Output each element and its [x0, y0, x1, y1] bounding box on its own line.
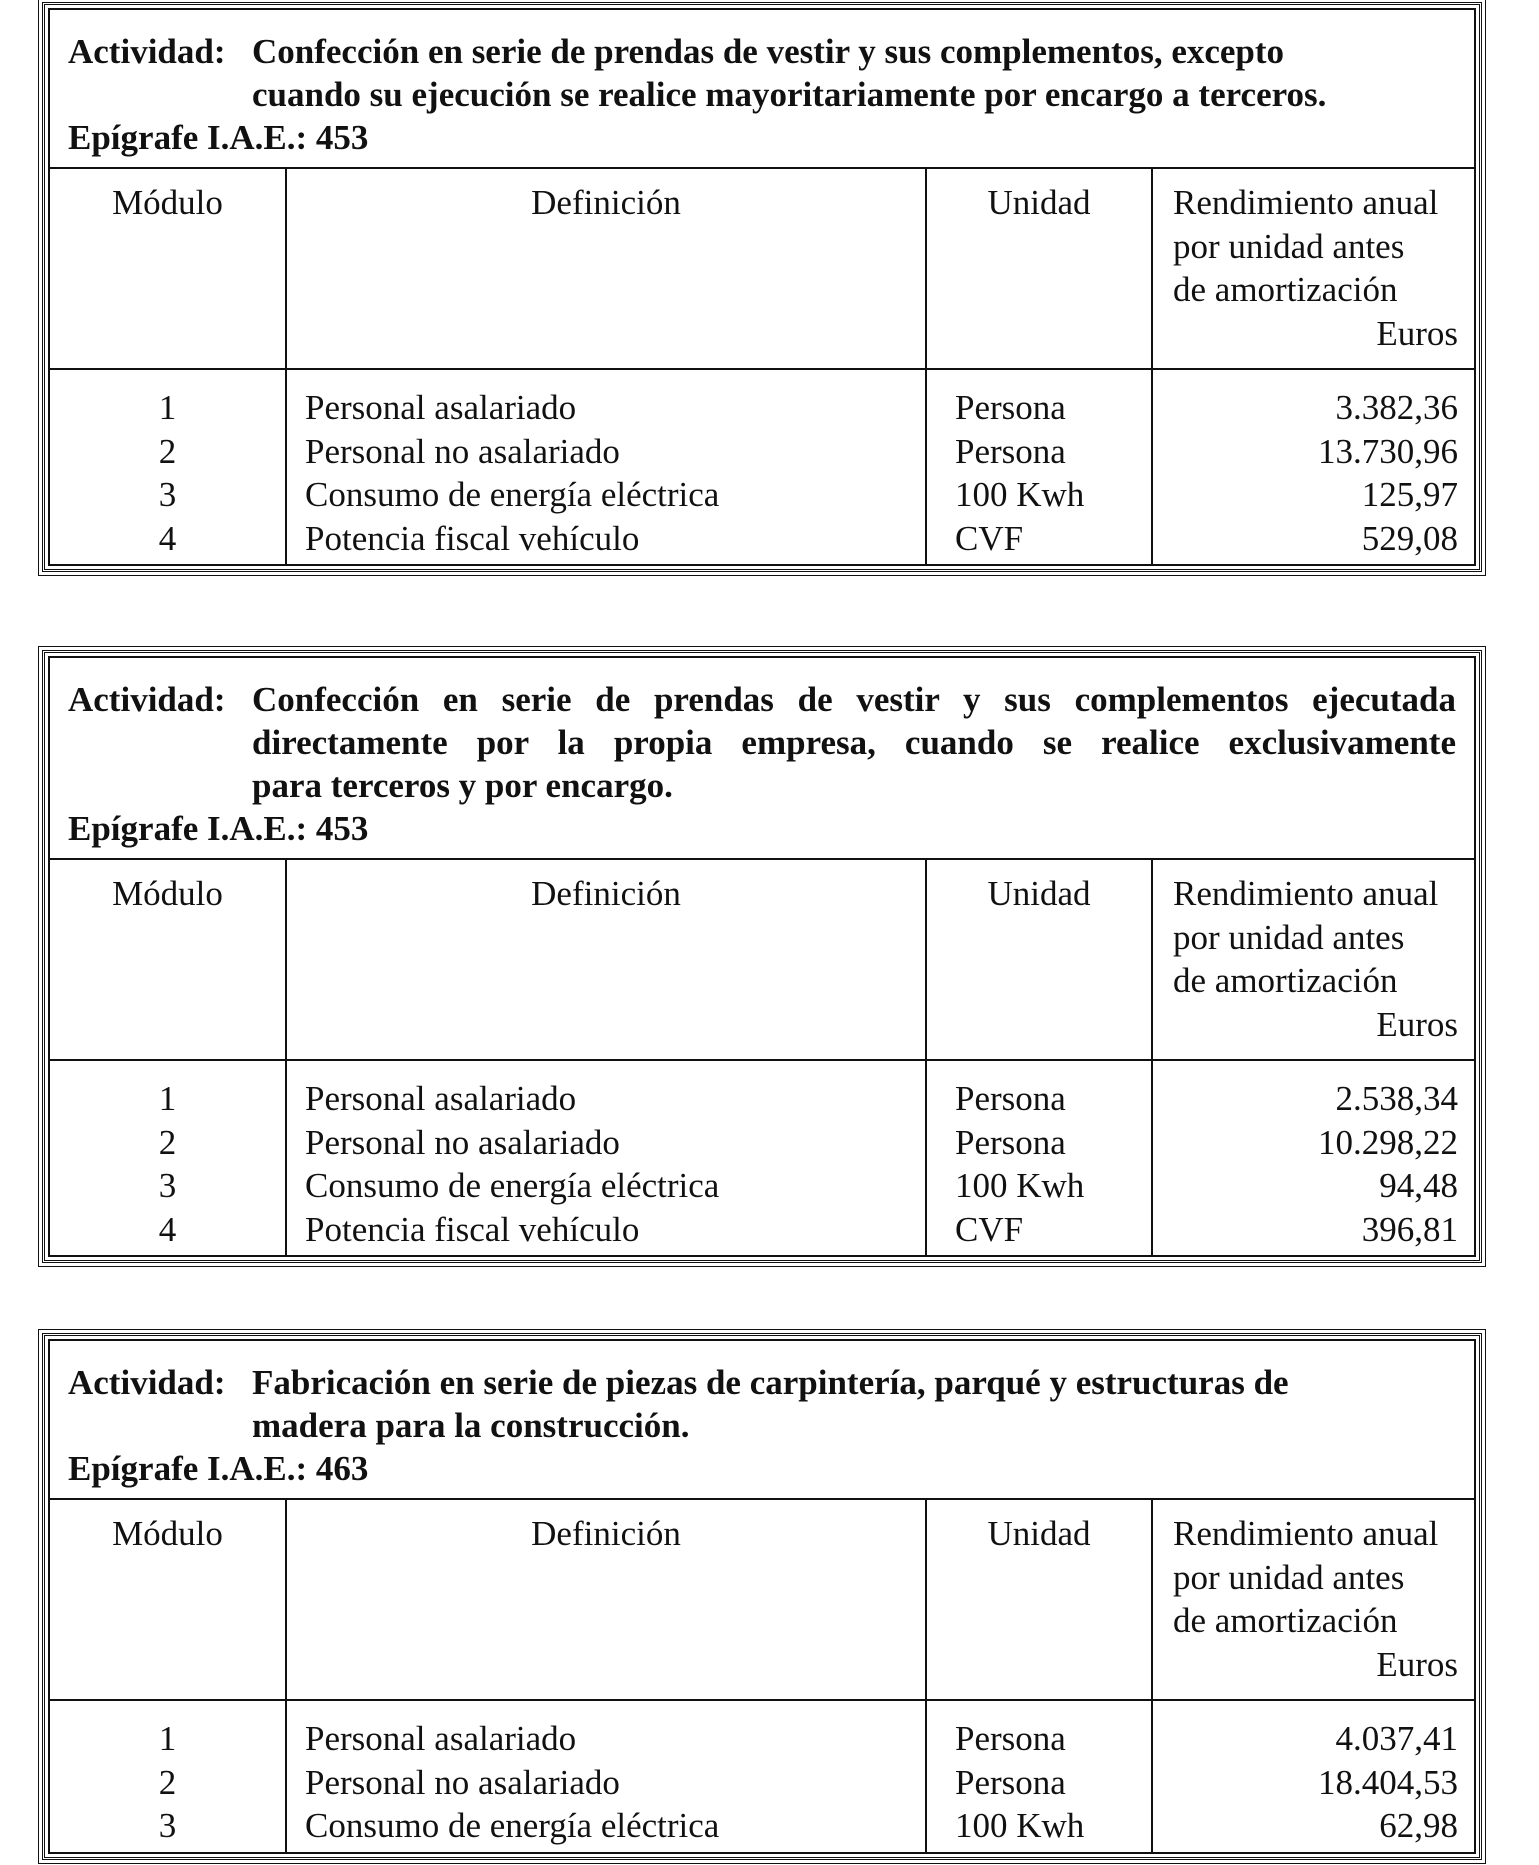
header-rendimiento-line: por unidad antes [1173, 1557, 1405, 1597]
activity-title-row [68, 678, 1456, 807]
table-header-row [50, 1500, 1474, 1700]
cell-valor: 62,98 [1152, 1804, 1474, 1852]
activity-description [252, 678, 1456, 807]
epigrafe-iae: Epígrafe I.A.E.: 453 [68, 118, 369, 157]
cell-definicion: Personal asalariado [286, 369, 926, 430]
activity-description-line: Confección en serie de prendas de vestir y sus complementos ejecutada [252, 680, 1456, 719]
cell-modulo: 3 [158, 1166, 177, 1205]
cell-modulo: 2 [158, 431, 177, 471]
header-unidad: Unidad [926, 169, 1152, 369]
table-row [50, 369, 1474, 430]
header-definicion: Definición [286, 1500, 926, 1700]
activity-header [50, 658, 1474, 860]
activity-description [252, 1361, 1456, 1447]
header-unidad: Unidad [926, 1500, 1152, 1700]
cell-unidad: CVF [926, 1208, 1152, 1256]
header-modulo: Módulo [50, 860, 286, 1060]
cell-valor: 2.538,34 [1152, 1060, 1474, 1121]
header-rendimiento-line: Rendimiento anual [1173, 874, 1439, 913]
activity-description-line: Fabricación en serie de piezas de carpintería, parqué y estructuras de [252, 1363, 1289, 1402]
table-row [50, 1700, 1474, 1761]
modules-table [50, 169, 1474, 564]
modules-table [50, 860, 1474, 1255]
header-rendimiento-line: de amortización [1173, 961, 1398, 1000]
cell-valor: 18.404,53 [1152, 1761, 1474, 1805]
table-row [50, 1761, 1474, 1805]
activity-table-3 [42, 1333, 1482, 1860]
table-row [50, 1121, 1474, 1165]
modules-table [50, 1500, 1474, 1852]
table-header-row [50, 860, 1474, 1060]
cell-definicion: Consumo de energía eléctrica [286, 1164, 926, 1208]
cell-definicion: Personal no asalariado [286, 430, 926, 474]
cell-valor: 4.037,41 [1152, 1700, 1474, 1761]
cell-modulo: 4 [158, 1209, 177, 1249]
header-modulo: Módulo [50, 169, 286, 369]
cell-unidad: 100 Kwh [926, 1164, 1152, 1208]
cell-valor: 3.382,36 [1152, 369, 1474, 430]
cell-definicion: Personal asalariado [286, 1060, 926, 1121]
cell-modulo: 3 [158, 1806, 177, 1845]
table-row [50, 1804, 1474, 1852]
header-rendimiento-line: de amortización [1173, 1601, 1398, 1640]
header-modulo: Módulo [50, 1500, 286, 1700]
activity-table-2 [42, 650, 1482, 1263]
cell-valor: 396,81 [1152, 1208, 1474, 1256]
activity-title-row [68, 1361, 1456, 1447]
header-rendimiento-line: por unidad antes [1173, 226, 1405, 266]
cell-modulo: 2 [158, 1122, 177, 1162]
header-rendimiento-line: por unidad antes [1173, 917, 1405, 957]
activity-label: Actividad: [68, 680, 226, 719]
header-definicion: Definición [286, 169, 926, 369]
activity-header [50, 10, 1474, 169]
cell-unidad: Persona [926, 1700, 1152, 1761]
header-rendimiento [1152, 1500, 1474, 1700]
header-rendimiento-line: de amortización [1173, 270, 1398, 309]
header-rendimiento-unit: Euros [1376, 313, 1458, 353]
cell-modulo: 2 [158, 1762, 177, 1802]
cell-modulo: 1 [158, 1719, 177, 1758]
table-row [50, 1208, 1474, 1256]
activity-table-frame [48, 8, 1476, 566]
cell-unidad: Persona [926, 1761, 1152, 1805]
activity-label: Actividad: [68, 32, 226, 71]
header-rendimiento-unit: Euros [1376, 1004, 1458, 1044]
cell-unidad: 100 Kwh [926, 1804, 1152, 1852]
table-row [50, 1164, 1474, 1208]
cell-modulo: 1 [158, 388, 177, 427]
activity-description-line: directamente por la propia empresa, cuando se realice exclusivamente [252, 723, 1456, 762]
table-header-row [50, 169, 1474, 369]
header-rendimiento-line: Rendimiento anual [1173, 183, 1439, 222]
activity-title-row [68, 30, 1456, 116]
epigrafe-iae: Epígrafe I.A.E.: 463 [68, 1449, 369, 1488]
activity-description-line: cuando su ejecución se realice mayoritariamente por encargo a terceros. [252, 75, 1327, 114]
activity-description-line: para terceros y por encargo. [252, 766, 673, 805]
cell-unidad: Persona [926, 1060, 1152, 1121]
cell-unidad: CVF [926, 517, 1152, 565]
activity-header [50, 1341, 1474, 1500]
cell-unidad: Persona [926, 430, 1152, 474]
cell-definicion: Personal no asalariado [286, 1761, 926, 1805]
cell-modulo: 4 [158, 518, 177, 558]
cell-valor: 13.730,96 [1152, 430, 1474, 474]
cell-definicion: Personal no asalariado [286, 1121, 926, 1165]
header-definicion: Definición [286, 860, 926, 1060]
cell-definicion: Consumo de energía eléctrica [286, 473, 926, 517]
table-row [50, 473, 1474, 517]
activity-description [252, 30, 1456, 116]
cell-definicion: Consumo de energía eléctrica [286, 1804, 926, 1852]
cell-unidad: Persona [926, 1121, 1152, 1165]
table-row [50, 517, 1474, 565]
activity-description-line: madera para la construcción. [252, 1406, 690, 1445]
header-rendimiento-line: Rendimiento anual [1173, 1514, 1439, 1553]
activity-table-1 [42, 2, 1482, 572]
activity-description-line: Confección en serie de prendas de vestir y sus complementos, excepto [252, 32, 1285, 71]
cell-unidad: 100 Kwh [926, 473, 1152, 517]
header-rendimiento [1152, 860, 1474, 1060]
cell-modulo: 3 [158, 475, 177, 514]
cell-definicion: Potencia fiscal vehículo [286, 517, 926, 565]
table-row [50, 1060, 1474, 1121]
header-unidad: Unidad [926, 860, 1152, 1060]
header-rendimiento-unit: Euros [1376, 1644, 1458, 1684]
activity-table-frame [48, 1339, 1476, 1854]
cell-valor: 529,08 [1152, 517, 1474, 565]
activity-table-frame [48, 656, 1476, 1257]
cell-unidad: Persona [926, 369, 1152, 430]
cell-valor: 125,97 [1152, 473, 1474, 517]
table-row [50, 430, 1474, 474]
cell-definicion: Personal asalariado [286, 1700, 926, 1761]
activity-label: Actividad: [68, 1363, 226, 1402]
epigrafe-iae: Epígrafe I.A.E.: 453 [68, 809, 369, 848]
cell-valor: 10.298,22 [1152, 1121, 1474, 1165]
cell-valor: 94,48 [1152, 1164, 1474, 1208]
cell-modulo: 1 [158, 1079, 177, 1118]
header-rendimiento [1152, 169, 1474, 369]
cell-definicion: Potencia fiscal vehículo [286, 1208, 926, 1256]
